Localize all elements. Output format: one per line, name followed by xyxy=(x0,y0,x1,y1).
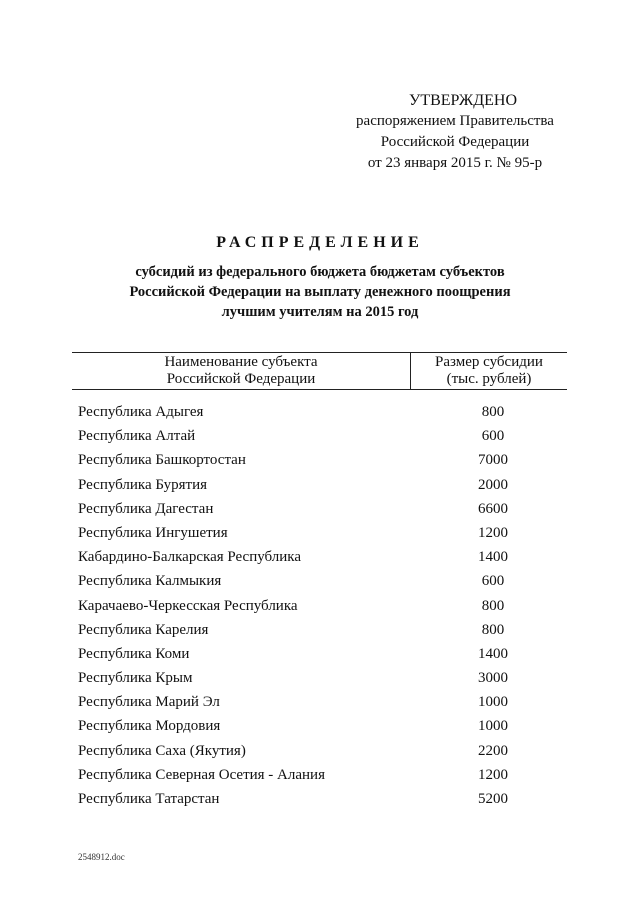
approval-block xyxy=(300,90,610,174)
subject-name: Республика Коми xyxy=(78,645,190,662)
subsidy-amount: 800 xyxy=(481,621,505,638)
subject-name: Республика Ингушетия xyxy=(78,524,228,541)
file-reference: 2548912.doc xyxy=(78,852,125,862)
subsidy-amount: 1000 xyxy=(478,694,508,711)
table-row xyxy=(78,448,558,472)
table-row xyxy=(78,497,558,521)
subsidy-amount: 1400 xyxy=(478,549,508,566)
subsidy-amount: 5200 xyxy=(478,791,508,807)
column-header-subject-line-2: Российской Федерации xyxy=(166,371,316,387)
table-row xyxy=(78,642,558,666)
subject-name: Республика Бурятия xyxy=(78,476,208,493)
subject-name: Республика Саха (Якутия) xyxy=(78,742,246,759)
subsidy-amount: 800 xyxy=(481,597,505,614)
table-row xyxy=(78,714,558,738)
document-title: РАСПРЕДЕЛЕНИЕ xyxy=(216,234,424,251)
table-row xyxy=(78,424,558,448)
subject-name: Республика Алтай xyxy=(78,428,196,445)
document-subtitle xyxy=(0,262,640,322)
subsidy-amount: 3000 xyxy=(478,670,508,687)
table-row xyxy=(78,545,558,569)
subsidy-amount: 1400 xyxy=(478,645,508,662)
table-row xyxy=(78,473,558,497)
subject-name: Республика Калмыкия xyxy=(78,573,222,590)
column-header-amount-line-1: Размер субсидии xyxy=(435,354,543,370)
table-row xyxy=(78,690,558,714)
approval-line-2: Российской Федерации xyxy=(380,134,530,150)
subject-name: Республика Мордовия xyxy=(78,718,221,735)
table-row xyxy=(78,618,558,642)
table-row xyxy=(78,739,558,763)
table-header xyxy=(72,352,567,390)
approval-line-1: распоряжением Правительства xyxy=(356,113,554,129)
subsidy-amount: 1000 xyxy=(478,718,508,735)
subject-name: Республика Северная Осетия - Алания xyxy=(78,766,325,783)
table-body xyxy=(78,400,558,811)
subsidy-amount: 2200 xyxy=(478,742,508,759)
subsidy-amount: 800 xyxy=(481,404,505,420)
subject-name: Республика Адыгея xyxy=(78,404,204,420)
subject-name: Республика Дагестан xyxy=(78,500,214,517)
table-row xyxy=(78,787,558,811)
subsidy-amount: 600 xyxy=(481,428,505,445)
subtitle-line-1: субсидий из федерального бюджета бюджетам субъектов xyxy=(135,264,505,280)
table-row xyxy=(78,594,558,618)
table-row xyxy=(78,521,558,545)
approval-line-3: от 23 января 2015 г. № 95-р xyxy=(367,155,543,171)
subject-name: Республика Карелия xyxy=(78,621,209,638)
subject-name: Карачаево-Черкесская Республика xyxy=(78,597,298,614)
subject-name: Кабардино-Балкарская Республика xyxy=(78,549,302,566)
subsidy-amount: 1200 xyxy=(478,524,508,541)
subsidy-amount: 7000 xyxy=(478,452,508,469)
subsidy-amount: 6600 xyxy=(478,500,508,517)
table-row xyxy=(78,569,558,593)
table-row xyxy=(78,400,558,424)
subsidy-amount: 600 xyxy=(481,573,505,590)
table-row xyxy=(78,666,558,690)
subject-name: Республика Крым xyxy=(78,670,193,687)
subtitle-line-2: Российской Федерации на выплату денежного поощрения xyxy=(129,284,511,300)
subject-name: Республика Татарстан xyxy=(78,791,220,807)
table-row xyxy=(78,763,558,787)
approval-title: УТВЕРЖДЕНО xyxy=(408,92,517,109)
subject-name: Республика Марий Эл xyxy=(78,694,220,711)
subsidy-amount: 1200 xyxy=(478,766,508,783)
subject-name: Республика Башкортостан xyxy=(78,452,246,469)
column-header-subject xyxy=(72,353,410,389)
subsidy-amount: 2000 xyxy=(478,476,508,493)
column-header-amount-line-2: (тыс. рублей) xyxy=(446,371,532,387)
subtitle-line-3: лучшим учителям на 2015 год xyxy=(221,304,419,320)
column-header-subject-line-1: Наименование субъекта xyxy=(164,354,318,370)
column-header-amount xyxy=(411,353,567,389)
